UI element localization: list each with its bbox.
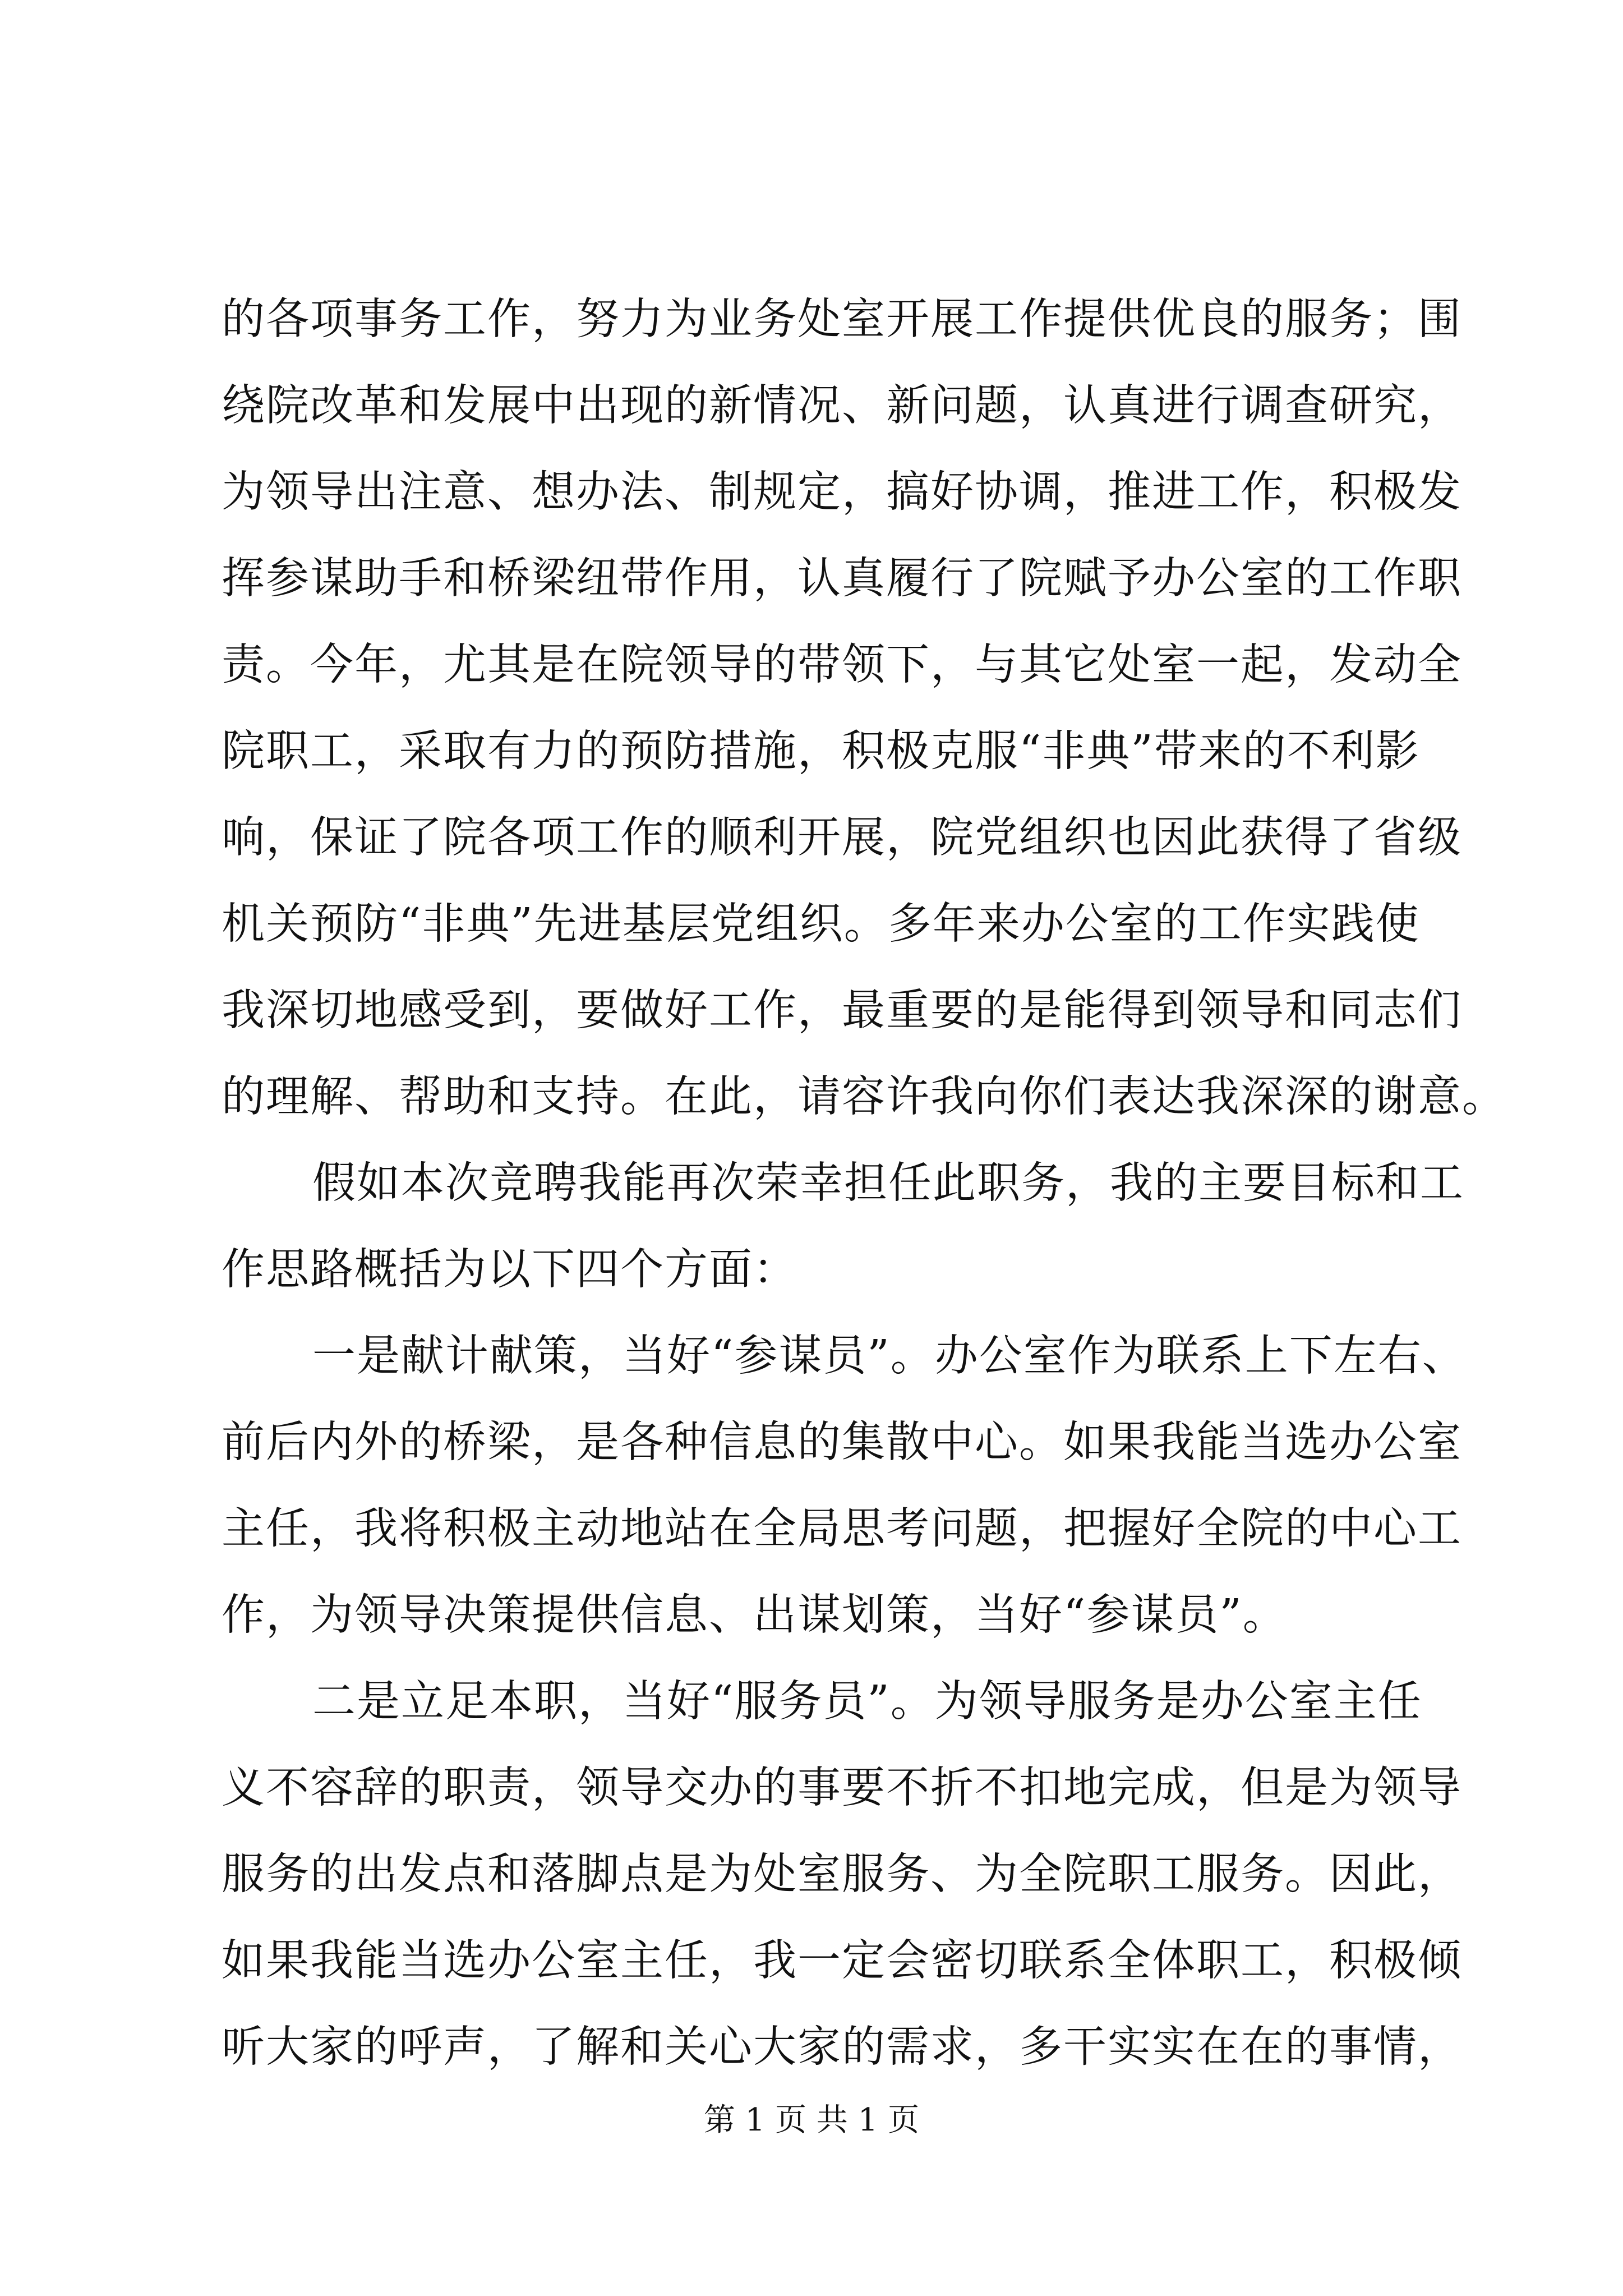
- text-line: 为领导出注意、想办法、制规定，搞好协调，推进工作，积极发: [222, 467, 1462, 517]
- text-line: 作，为领导决策提供信息、出谋划策，当好“参谋员”。: [222, 1590, 1287, 1640]
- text-line: 机关预防“非典”先进基层党组织。多年来办公室的工作实践使: [222, 899, 1420, 949]
- text-line: 院职工，采取有力的预防措施，积极克服“非典”带来的不利影: [222, 726, 1420, 776]
- text-line: 如果我能当选办公室主任，我一定会密切联系全体职工，积极倾: [222, 1936, 1462, 1986]
- text-line: 前后内外的桥梁，是各种信息的集散中心。如果我能当选办公室: [222, 1418, 1462, 1467]
- text-line: 的理解、帮助和支持。在此，请容许我向你们表达我深深的谢意。: [222, 1072, 1506, 1122]
- text-line: 服务的出发点和落脚点是为处室服务、为全院职工服务。因此，: [222, 1849, 1462, 1899]
- text-line: 作思路概括为以下四个方面：: [222, 1245, 797, 1295]
- text-line: 责。今年，尤其是在院领导的带领下，与其它处室一起，发动全: [222, 640, 1462, 690]
- page-footer: 第 1 页 共 1 页: [703, 2102, 920, 2138]
- text-line: 我深切地感受到，要做好工作，最重要的是能得到领导和同志们: [222, 986, 1462, 1036]
- text-line: 听大家的呼声，了解和关心大家的需求，多干实实在在的事情，: [222, 2022, 1462, 2072]
- text-line: 挥参谋助手和桥梁纽带作用，认真履行了院赋予办公室的工作职: [222, 554, 1462, 604]
- text-line: 二是立足本职，当好“服务员”。为领导服务是办公室主任: [312, 1677, 1422, 1727]
- text-line: 一是献计献策，当好“参谋员”。办公室作为联系上下左右、: [312, 1331, 1467, 1381]
- text-line: 假如本次竞聘我能再次荣幸担任此职务，我的主要目标和工: [312, 1158, 1464, 1208]
- text-line: 义不容辞的职责，领导交办的事要不折不扣地完成，但是为领导: [222, 1763, 1462, 1813]
- text-line: 主任，我将积极主动地站在全局思考问题，把握好全院的中心工: [222, 1504, 1462, 1554]
- text-line: 的各项事务工作，努力为业务处室开展工作提供优良的服务；围: [222, 295, 1462, 344]
- text-line: 响，保证了院各项工作的顺利开展，院党组织也因此获得了省级: [222, 813, 1462, 863]
- text-line: 绕院改革和发展中出现的新情况、新问题，认真进行调查研究，: [222, 381, 1462, 431]
